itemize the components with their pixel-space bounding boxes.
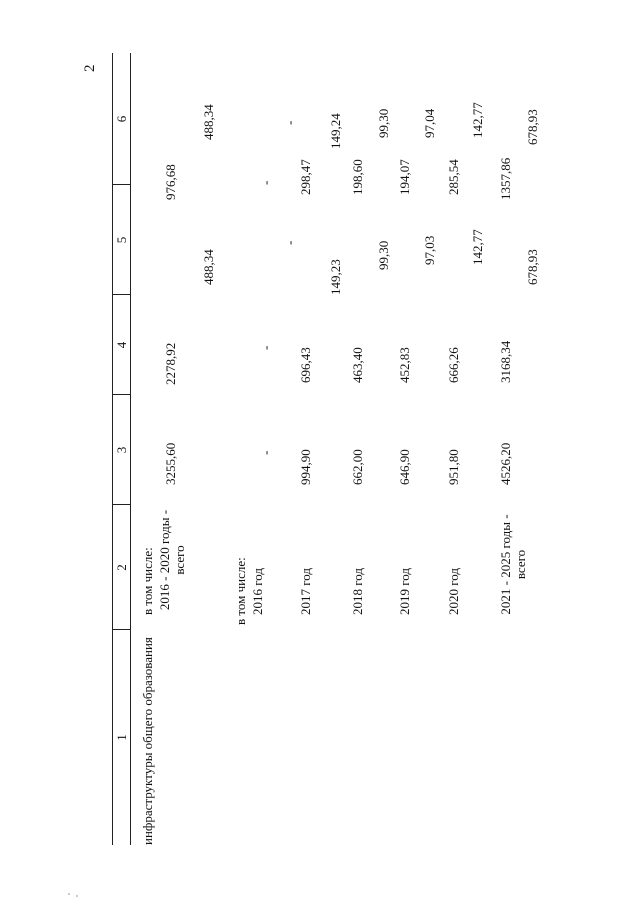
page-number: 2 xyxy=(82,64,98,72)
cell-col5: 1357,86 xyxy=(498,157,513,200)
cell-col4: 2278,92 xyxy=(163,342,178,385)
header-col-5: 5 xyxy=(114,236,129,244)
row-label: 2018 год xyxy=(350,568,365,615)
cell-col5: - xyxy=(282,240,297,245)
cell-col6: 149,24 xyxy=(328,113,343,149)
cell-col5: 488,34 xyxy=(201,249,216,285)
cell-col4: 463,40 xyxy=(350,347,365,383)
cell-col5: 142,77 xyxy=(470,229,485,265)
cell-col6: - xyxy=(282,120,297,125)
cell-col3: 3255,60 xyxy=(163,442,178,485)
row-label: 2020 год xyxy=(446,568,461,615)
cell-col5: 678,93 xyxy=(525,249,540,285)
cell-col5: 99,30 xyxy=(376,240,391,270)
cell-col4: - xyxy=(258,345,273,350)
row-label xyxy=(157,505,187,615)
cell-col4: 696,43 xyxy=(298,347,313,383)
row-label-text: 2021 - 2025 годы - всего xyxy=(498,514,528,615)
cell-col6: 488,34 xyxy=(201,104,216,140)
row-label xyxy=(498,502,528,627)
header-col-2: 2 xyxy=(114,564,129,571)
row-label: 2017 год xyxy=(298,568,313,615)
row-label: в том числе: xyxy=(140,547,155,615)
header-top-rule xyxy=(112,53,113,845)
row-label: в том числе: xyxy=(233,557,248,625)
cell-col5: 285,54 xyxy=(446,159,461,195)
cell-col3: 4526,20 xyxy=(498,442,513,485)
cell-col5: 149,23 xyxy=(328,259,343,295)
cell-col3: - xyxy=(258,450,273,455)
cell-col4: 666,26 xyxy=(446,347,461,383)
cell-col6: 678,93 xyxy=(525,109,540,145)
header-col-6: 6 xyxy=(114,115,129,123)
scan-speck xyxy=(68,893,70,895)
col1-text: инфраструктуры общего образования xyxy=(140,637,155,845)
cell-col5: 976,68 xyxy=(163,164,178,200)
cell-col6: 97,04 xyxy=(422,108,437,138)
row-label-text: 2016 - 2020 годы - всего xyxy=(157,509,187,611)
row-label: 2019 год xyxy=(397,568,412,615)
cell-col4: 3168,34 xyxy=(498,340,513,383)
cell-col3: 994,90 xyxy=(298,449,313,485)
cell-col5: 298,47 xyxy=(298,159,313,195)
cell-col5: 194,07 xyxy=(397,159,412,195)
header-col-3: 3 xyxy=(114,446,129,454)
header-col-4: 4 xyxy=(114,341,129,349)
cell-col3: 951,80 xyxy=(446,449,461,485)
cell-col3: 646,90 xyxy=(397,449,412,485)
header-bottom-rule xyxy=(130,53,131,845)
cell-col4: 452,83 xyxy=(397,347,412,383)
cell-col5: - xyxy=(258,180,273,185)
scan-speck xyxy=(76,895,78,897)
cell-col6: 142,77 xyxy=(470,102,485,138)
header-col-1: 1 xyxy=(114,734,129,741)
cell-col5: 198,60 xyxy=(350,159,365,195)
row-label: 2016 год xyxy=(250,568,265,615)
cell-col5: 97,03 xyxy=(422,235,437,265)
cell-col3: 662,00 xyxy=(350,449,365,485)
cell-col6: 99,30 xyxy=(376,108,391,138)
